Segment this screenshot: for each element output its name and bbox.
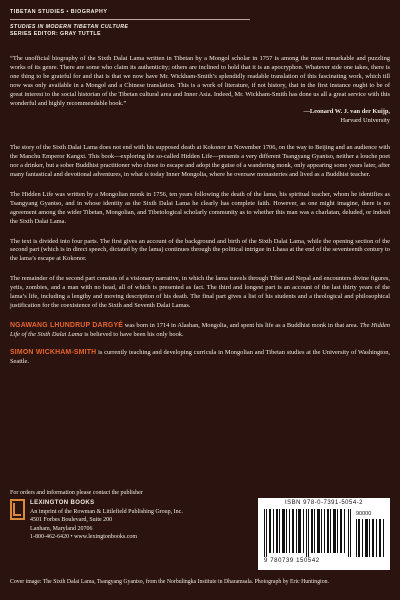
publisher-name: LEXINGTON BOOKS: [30, 500, 95, 506]
quote-author: —Leonard W. J. van der Kuijp,: [303, 108, 390, 116]
cover-image-credit: Cover image: The Sixth Dalai Lama, Tsangyang Gyantso, from the Norbulingka Institute in Dharamsala. Photograph by Eric Huntington.: [10, 579, 329, 585]
description-paragraph-3: The text is divided into four parts. The first gives an account of the background and birth of the Sixth Dalai Lama, while the opening section of the second part (which is in direct speech, dictated by the lama) continues through the political intrigue in Lhasa at the end of the seventeenth century to the lama’s escape at Kokonor.: [10, 237, 390, 263]
description-paragraph-1: The story of the Sixth Dalai Lama does not end with his supposed death at Kokonor in November 1706, on the way to Beijing and an audience with the Manchu Emperor Kangxi. This book—exploring the so-called Hidden Life—presents a very different Tsangyang Gyantso, neither a louche poet nor a drinker, but a sober Buddhist practitioner who chose to escape and adopt the guise of a wandering monk, only appearing some years later, after many fantastical and devotional adventures, in what is today Inner Mongolia, where he oversaw monasteries and lived as a Buddhist teacher.: [10, 144, 390, 178]
cover-text: [10, 55, 390, 375]
price-code: 90000: [356, 511, 372, 517]
author-bio: [10, 322, 390, 340]
series-editor: SERIES EDITOR: GRAY TUTTLE: [10, 31, 101, 37]
publisher-info: [10, 490, 220, 542]
publisher-address-line1: 4501 Forbes Boulevard, Suite 200: [30, 517, 113, 524]
author-bio-text-a: was born in 1714 in Alashan, Mongolia, and spent his life as a Buddhist monk in that area.: [123, 321, 360, 329]
description-paragraph-4: The remainder of the second part consists of a visionary narrative, in which the lama travels through Tibet and Nepal and encounters divine figures, yetis, zombies, and a man with no head, all of which is presented as fact. The third and longest part is an account of the last thirty years of the lama’s life, including a lengthy and moving description of his death. The final part gives a list of his students and a theological and philosophical justification for the coexistence of the Sixth and Seventh Dalai Lamas.: [10, 275, 390, 309]
ean-barcode: [264, 509, 352, 557]
header-divider: [10, 19, 250, 20]
translator-bio-text: is currently teaching and developing curricula in Mongolian and Tibetan studies at the University of Washington, Seattle.: [10, 348, 390, 365]
description-paragraph-2: The Hidden Life was written by a Mongolian monk in 1756, ten years following the death of the lama, his spiritual teacher, whom he identifies as Tsangyang Gyantso, and in whose identity as the Sixth Dalai Lama he clearly has complete faith. However, as one might imagine, there is no agreement among the wider Tibetan, Mongolian, and Tibetological scholarly community as to whether this man was a charlatan, deluded, or indeed the Sixth Dalai Lama.: [10, 190, 390, 225]
series-header: [10, 9, 250, 37]
endorsement-quote: [10, 55, 390, 126]
translator-name: SIMON WICKHAM-SMITH: [10, 348, 97, 356]
series-title: STUDIES IN MODERN TIBETAN CULTURE: [10, 24, 129, 30]
publisher-logo-icon: [10, 499, 25, 520]
quote-affiliation: Harvard University: [340, 117, 390, 125]
publisher-contact: 1-800-462-6420 • www.lexingtonbooks.com: [30, 534, 138, 541]
publisher-imprint: An imprint of the Rowman & Littlefield Publishing Group, Inc.: [30, 508, 183, 515]
barcode-panel: [258, 498, 390, 570]
isbn-number: ISBN 978-0-7391-5054-2: [284, 500, 364, 506]
publisher-address-line2: Lanham, Maryland 20706: [30, 525, 93, 532]
translator-bio: [10, 349, 390, 367]
author-bio-text-b: is believed to have been his only book.: [82, 330, 184, 338]
ean-digits: 9 780739 150542: [264, 558, 320, 564]
book-title-ref: The Hidden Life of the Sixth Dalai Lama: [10, 321, 390, 338]
price-barcode: [356, 519, 384, 557]
subject-categories: TIBETAN STUDIES • BIOGRAPHY: [10, 9, 108, 15]
quote-text: “The unofficial biography of the Sixth Dalai Lama written in Tibetan by a Mongol scholar in 1757 is among the most remarkable and puzzling works of its genre. There are some who claim its authenticity; others are inclined to hold that it is an apocryphon. Whatever side one takes, there is one thing to be grateful for and that is that we now have Mr. Wickham-Smith’s splendidly readable translation of this fascinating work, which till now was only available in a Mongol and a Chinese translation. This is a work of literature, if not history, that in the first instance ought to be of great interest to the social historian of the Tibetan cultural area and Inner Asia. Indeed, Mr. Wickham-Smith has done us all a great service with this wonderful and highly recommendable book.”: [10, 55, 390, 107]
order-info: For orders and information please contact the publisher: [10, 490, 143, 496]
author-name: NGAWANG LHUNDRUP DARGYÉ: [10, 321, 124, 329]
